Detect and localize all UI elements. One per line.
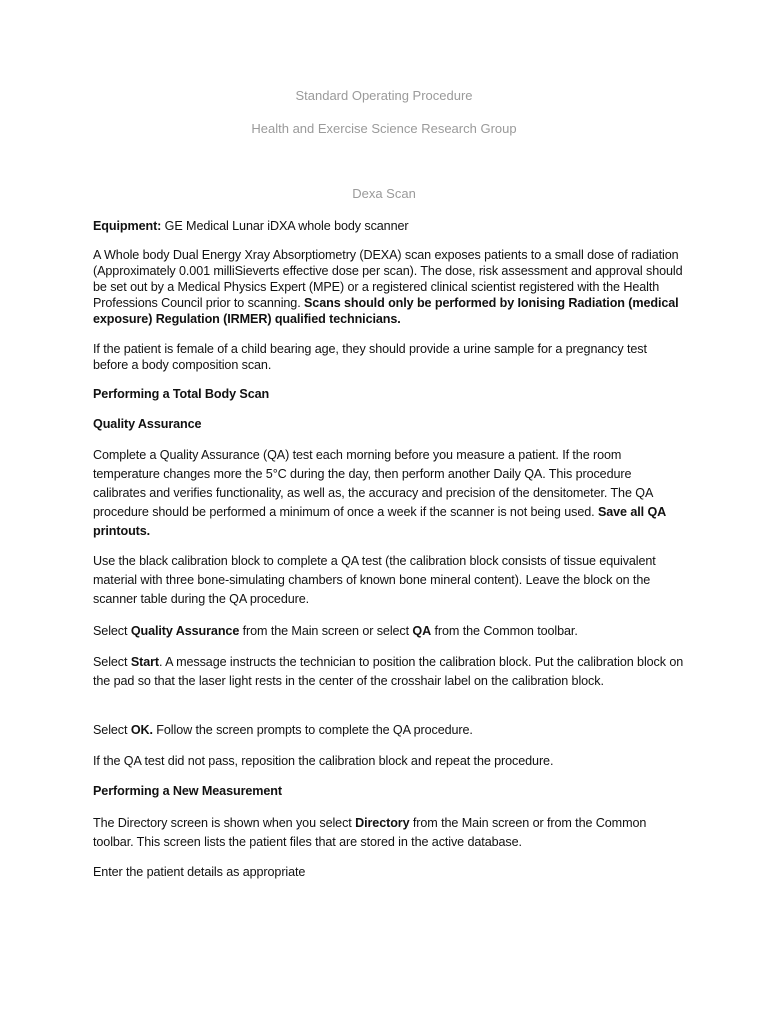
qa-save-note: Save all QA printouts.	[93, 505, 666, 538]
select-qa-instruction: Select Quality Assurance from the Main screen or select QA from the Common toolbar.	[93, 624, 578, 638]
document-title: Standard Operating Procedure	[295, 88, 473, 103]
section-heading-total-body-scan: Performing a Total Body Scan	[93, 387, 270, 401]
directory-paragraph: The Directory screen is shown when you select Directory from the Main screen or from the Common toolbar. This screen lists the patient files that are stored in the active database.	[93, 816, 647, 849]
section-heading-quality-assurance: Quality Assurance	[93, 417, 202, 431]
research-group-name: Health and Exercise Science Research Group	[251, 121, 517, 136]
qa-text: Complete a Quality Assurance (QA) test each morning before you measure a patient. If the room temperature changes more the 5°C during the day, then perform another Daily QA. This procedure calibrates and verifies functionality, as well as, the accuracy and precision of the densitometer. The QA procedure should be performed a minimum of once a week if the scanner is not being used.	[93, 448, 653, 519]
select-ok-instruction: Select OK. Follow the screen prompts to complete the QA procedure.	[93, 723, 473, 737]
equipment-value: GE Medical Lunar iDXA whole body scanner	[161, 219, 409, 233]
qa-paragraph	[93, 446, 685, 541]
intro-paragraph	[93, 247, 685, 327]
equipment-line	[93, 218, 685, 234]
calibration-paragraph: Use the black calibration block to complete a QA test (the calibration block consists of tissue equivalent material with three bone-simulating chambers of known bone mineral content). Leave the block on the scanner table during the QA procedure.	[93, 554, 656, 606]
intro-text: A Whole body Dual Energy Xray Absorptiometry (DEXA) scan exposes patients to a small dose of radiation (Approximately 0.001 milliSieverts effective dose per scan). The dose, risk assessment and approval should be set out by a Medical Physics Expert (MPE) or a registered clinical scientist registered with the Health Professions Council prior to scanning.	[93, 248, 683, 310]
enter-patient-details: Enter the patient details as appropriate	[93, 865, 306, 879]
procedure-subject: Dexa Scan	[352, 186, 416, 201]
select-start-instruction: Select Start. A message instructs the technician to position the calibration block. Put the calibration block on the pad so that the laser light rests in the center of the crosshair label on the calibration block.	[93, 655, 684, 688]
qa-fail-instruction: If the QA test did not pass, reposition the calibration block and repeat the procedure.	[93, 754, 554, 768]
intro-warning: Scans should only be performed by Ionising Radiation (medical exposure) Regulation (IRMER) qualified technicians.	[93, 296, 679, 326]
section-heading-new-measurement: Performing a New Measurement	[93, 784, 282, 798]
equipment-label: Equipment:	[93, 219, 162, 233]
pregnancy-note: If the patient is female of a child bearing age, they should provide a urine sample for a pregnancy test before a body composition scan.	[93, 342, 647, 372]
